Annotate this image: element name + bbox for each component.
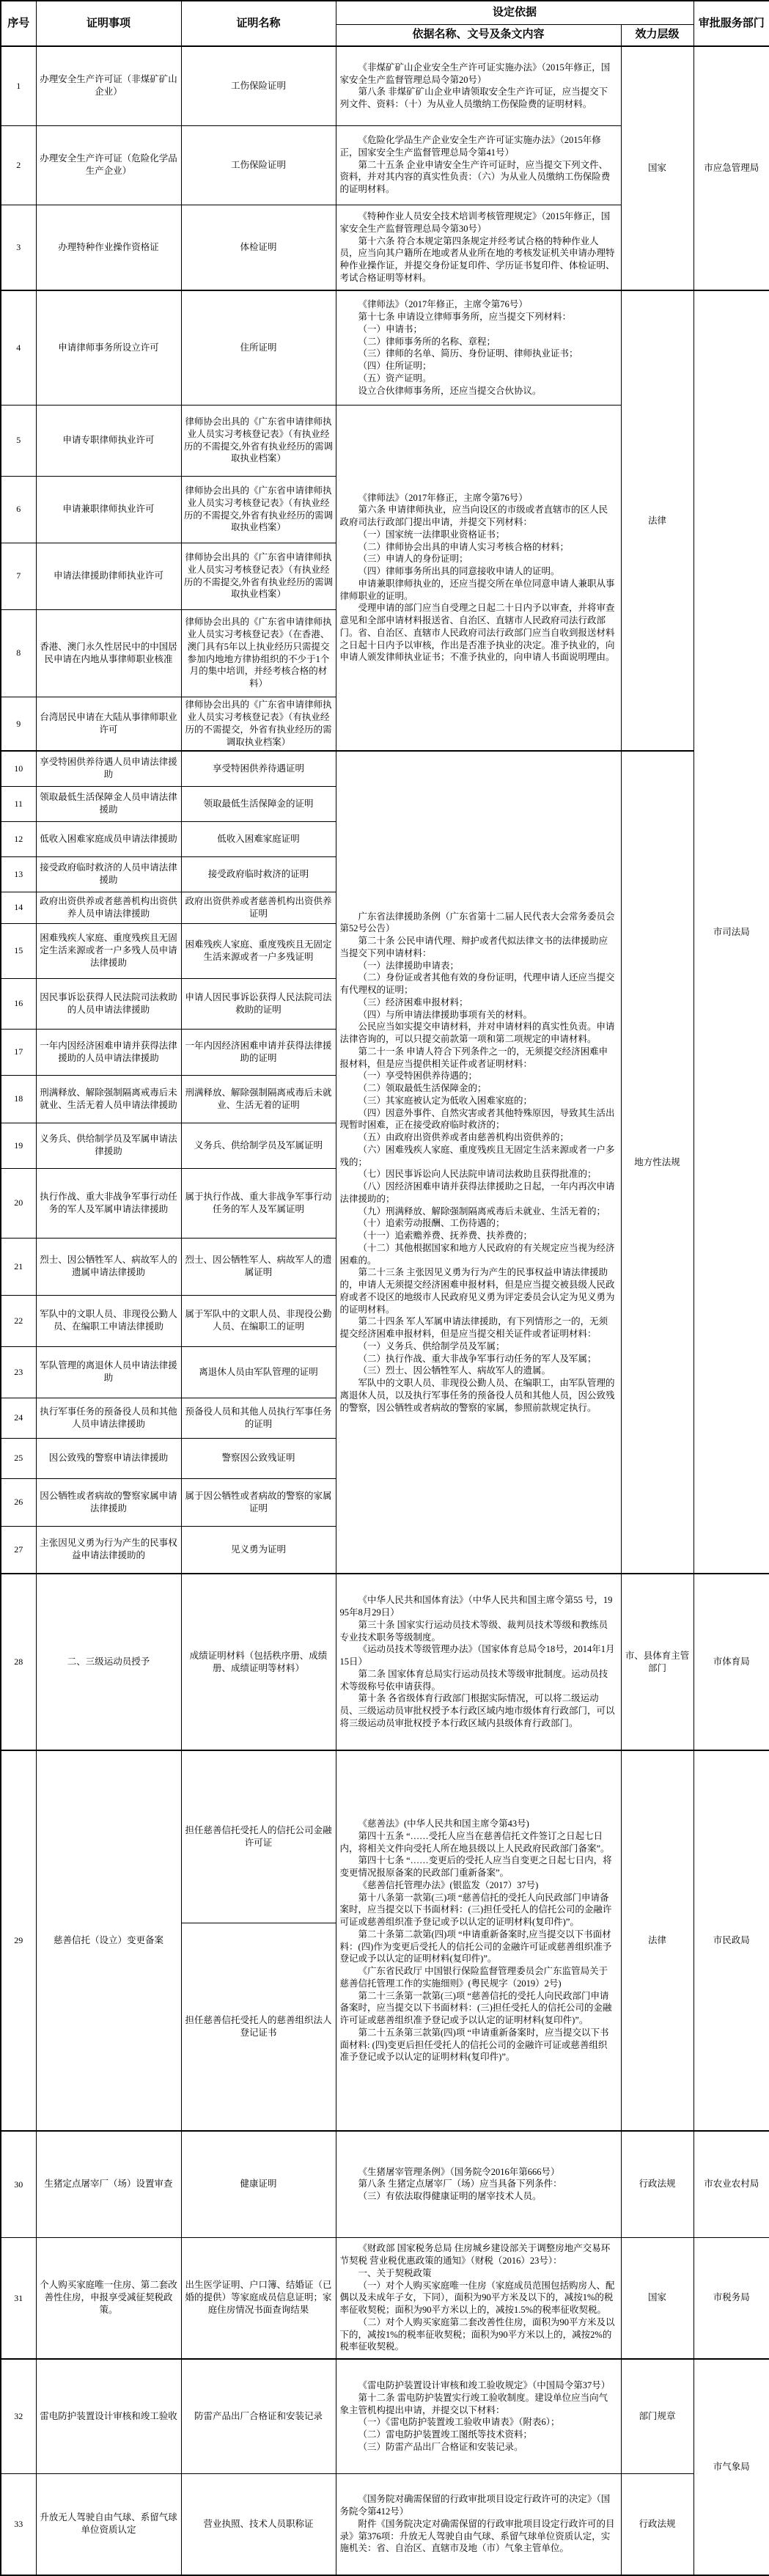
basis-paragraph: 第二十条第二款第(四)项 “申请重新备案时,应当提交以下书面材料：(四)作为变更后受托人的信托公司的金融许可证或慈善组织准予登记或予以认定的证明材料(复印件)”。 — [339, 1929, 612, 1964]
cell-certification-name: 困难残疾人家庭、重度残疾且无固定生活来源或者一户多残证明 — [181, 923, 336, 978]
cell-serial-number: 13 — [1, 856, 36, 892]
basis-paragraph: 《运动员技术等级管理办法》（国家体育总局令18号，2014年1月15日） — [339, 1644, 615, 1667]
basis-paragraph: 广东省法律援助条例（广东省第十二届人民代表大会常务委员会第52号公告） — [339, 911, 615, 934]
cell-certification-name: 成绩证明材料（包括秩序册、成绩册、成绩证明等材料） — [181, 1574, 336, 1750]
cell-certification-name: 低收入困难家庭证明 — [181, 821, 336, 856]
cell-serial-number: 31 — [1, 2237, 36, 2359]
cell-certification-item: 香港、澳门永久性居民中的中国居民申请在内地从事律师职业核准 — [36, 609, 181, 697]
table-row — [1, 46, 769, 125]
basis-paragraph: 第十八条第一款第(三)项 “慈善信托的受托人向民政部门申请备案时，应当提交以下书面材料：(三)担任受托人的信托公司的金融许可证或慈善组织准予登记或予以认定的证明材料(复印件)”。 — [339, 1892, 612, 1927]
cell-certification-name: 律师协会出具的《广东省申请律师执业人员实习考核登记表》（有执业经历的不需提交，外省有执业经历的需调取执业档案） — [181, 697, 336, 751]
cell-serial-number: 1 — [1, 46, 36, 125]
basis-paragraph: 第八条 生猪定点屠宰厂（场）应当具备下列条件： — [358, 2179, 562, 2190]
cell-effect-level: 法律 — [621, 1750, 693, 2131]
cell-certification-name: 义务兵、供给制学员及军属证明 — [181, 1123, 336, 1168]
cell-certification-name: 工伤保险证明 — [181, 46, 336, 125]
basis-paragraph: 第二十条 公民申请代理、辩护或者代拟法律文书的法律援助应当提交下列申请材料： — [339, 936, 608, 958]
cell-certification-item: 生猪定点屠宰厂（场）设置审查 — [36, 2131, 181, 2237]
basis-paragraph: 《财政部 国家税务总局 住房城乡建设部关于调整房地产交易环节契税 营业税优惠政策的通知》（财税（2016）23号）： — [339, 2243, 611, 2267]
cell-legal-basis — [336, 405, 621, 751]
header-basis-detail: 依据名称、文号及条文内容 — [336, 24, 621, 46]
cell-serial-number: 14 — [1, 892, 36, 923]
table-row — [1, 2473, 769, 2575]
basis-paragraph: 第二十四条 军人军属申请法律援助，有下列情形之一的，无须提交经济困难申报材料，但是应当提交相关证件或者证明材料： — [339, 1316, 608, 1340]
basis-paragraph: 《雷电防护装置设计审核和竣工验收规定》（中国局令第37号） — [358, 2380, 611, 2390]
cell-effect-level: 地方性法规 — [621, 751, 693, 1574]
cell-certification-item: 二、三级运动员授予 — [36, 1574, 181, 1750]
cell-certification-item: 申请兼职律师执业许可 — [36, 476, 181, 543]
basis-paragraph: 第二十五条 企业申请安全生产许可证时，应当提交下列文件、资料，并对其内容的真实性负责：（六）为从业人员缴纳工伤保险费的证明材料。 — [339, 159, 611, 195]
header-certification-item: 证明事项 — [36, 1, 181, 46]
cell-certification-name: 健康证明 — [181, 2131, 336, 2237]
cell-legal-basis — [336, 2359, 621, 2473]
cell-serial-number: 18 — [1, 1075, 36, 1123]
cell-approval-department: 市司法局 — [693, 290, 769, 1574]
table-row — [1, 2237, 769, 2359]
cell-legal-basis — [336, 290, 621, 405]
cell-serial-number: 4 — [1, 290, 36, 405]
cell-certification-name: 防雷产品出厂合格证和安装记录 — [181, 2359, 336, 2473]
table-row — [1, 751, 769, 786]
cell-certification-item: 刑满释放、解除强制隔离戒毒后未就业、生活无着人员申请法律援助 — [36, 1075, 181, 1123]
basis-paragraph: 第十七条 申请设立律师事务所，应当提交下列材料： — [358, 312, 572, 322]
cell-certification-item: 个人购买家庭唯一住房、第二套改善性住房，申报享受减征契税政策。 — [36, 2237, 181, 2359]
basis-paragraph: （二）律师协会出具的申请人实习考核合格的材料； — [358, 541, 570, 552]
basis-paragraph: （二）身份证或者其他有效的身份证明，代理申请人还应当提交有代理权的证明； — [339, 972, 615, 996]
basis-paragraph: （五）资产证明。 — [358, 373, 432, 384]
cell-serial-number: 5 — [1, 405, 36, 476]
cell-certification-item: 升放无人驾驶自由气球、系留气球单位资质认定 — [36, 2473, 181, 2575]
cell-legal-basis — [336, 205, 621, 290]
basis-paragraph: 第十六条 符合本规定第四条规定并经考试合格的特种作业人员，应当向其户籍所在地或者从业所在地的考核发证机关申请办理特种作业操作证，并提交身份证复印件、学历证书复印件、体检证明、考试合格证明等材料。 — [339, 235, 615, 283]
basis-paragraph: 军队中的文职人员、非现役公勤人员、在编职工，由军队管理的离退休人员，以及执行军事任务的预备役人员和其他人员，因公致残的警察，因公牺牲或者病故的警察的家属，参照前款规定执行。 — [339, 1378, 615, 1413]
cell-certification-name: 领取最低生活保障金的证明 — [181, 786, 336, 821]
cell-approval-department: 市税务局 — [693, 2237, 769, 2359]
cell-legal-basis — [336, 1750, 621, 2131]
header-certification-name: 证明名称 — [181, 1, 336, 46]
cell-certification-name: 担任慈善信托受托人的慈善组织法人登记证书 — [181, 1923, 336, 2131]
header-basis-group: 设定依据 — [336, 1, 693, 24]
cell-serial-number: 23 — [1, 1346, 36, 1398]
table-body — [1, 46, 769, 2575]
basis-paragraph: （一）申请书； — [358, 323, 423, 334]
cell-certification-item: 申请律师事务所设立许可 — [36, 290, 181, 405]
cell-certification-item: 军队管理的离退休人员申请法律援助 — [36, 1346, 181, 1398]
basis-paragraph: （六）困难残疾人家庭、重度残疾且无固定生活来源或者一户多残的； — [339, 1144, 615, 1167]
cell-effect-level: 部门规章 — [621, 2359, 693, 2473]
cell-legal-basis — [336, 2237, 621, 2359]
cell-certification-name: 体检证明 — [181, 205, 336, 290]
basis-paragraph: 第二十三条第一款第(三)项 “慈善信托的受托人向民政部门申请备案时，应当提交以下书面材料：(三)担任受托人的信托公司的金融许可证或慈善组织准予登记或予以认定的证明材料(复印件)”。 — [339, 1990, 612, 2025]
table-row — [1, 2359, 769, 2473]
cell-effect-level: 法律 — [621, 290, 693, 751]
cell-serial-number: 25 — [1, 1438, 36, 1478]
cell-certification-name: 烈士、因公牺牲军人、病故军人的遗属证明 — [181, 1238, 336, 1295]
cell-certification-name: 一年内因经济困难申请并获得法律援助的证明 — [181, 1029, 336, 1075]
basis-paragraph: （一）法律援助申请表； — [358, 960, 460, 971]
basis-paragraph: 《慈善信托管理办法》(银监发（2017）37号) — [358, 1879, 539, 1890]
cell-certification-name: 属于军队中的文职人员、非现役公勤人员、在编职工的证明 — [181, 1295, 336, 1346]
cell-approval-department: 市应急管理局 — [693, 46, 769, 290]
basis-paragraph: （三）申请人的身份证明； — [358, 554, 468, 565]
basis-paragraph: （十二）其他根据国家和地方人民政府的有关规定应当视为经济困难的。 — [339, 1242, 615, 1266]
basis-paragraph: （一）对个人购买家庭唯一住房（家庭成员范围包括购房人、配偶以及未成年子女，下同），面积为90平方米及以下的，减按1%的税率征收契税；面积为90平方米以上的，减按1.5%的税率征收契税。 — [339, 2280, 615, 2316]
cell-certification-name: 接受政府临时救济的证明 — [181, 856, 336, 892]
cell-certification-item: 一年内因经济困难申请并获得法律援助的人员申请法律援助 — [36, 1029, 181, 1075]
basis-paragraph: （四）律师事务所出具的同意接收申请人的证明。 — [358, 566, 560, 576]
basis-paragraph: （一）《雷电防护装置竣工验收申请表》（附表6）； — [358, 2417, 560, 2428]
cell-certification-name: 担任慈善信托受托人的信托公司金融许可证 — [181, 1750, 336, 1923]
basis-paragraph: 一、关于契税政策 — [358, 2267, 432, 2278]
basis-paragraph: （三）律师的名单、简历、身份证明、律师执业证书； — [358, 348, 578, 359]
cell-certification-name: 政府出资供养或者慈善机构出资供养证明 — [181, 892, 336, 923]
cell-certification-item: 困难残疾人家庭、重度残疾且无固定生活来源或者一户多残人员申请法律援助 — [36, 923, 181, 978]
basis-paragraph: （二）律师事务所的名称、章程； — [358, 336, 496, 347]
cell-legal-basis — [336, 751, 621, 1574]
cell-serial-number: 3 — [1, 205, 36, 290]
basis-paragraph: （二）执行作战、重大非战争军事行动任务的军人及军属； — [358, 1353, 597, 1364]
header-effect-level: 效力层级 — [621, 24, 693, 46]
cell-certification-name: 律师协会出具的《广东省申请律师执业人员实习考核登记表》（有执业经历的不需提交,外省有执业经历的需调取执业档案） — [181, 476, 336, 543]
basis-paragraph: 设立合伙律师事务所，还应当提交合伙协议。 — [358, 385, 542, 396]
basis-paragraph: 公民应当如实提交申请材料，并对申请材料的真实性负责。申请法律咨询的，可以只提交前款第一项和第二项规定的申请材料。 — [339, 1021, 615, 1045]
cell-approval-department: 市农业农村局 — [693, 2131, 769, 2237]
cell-serial-number: 20 — [1, 1168, 36, 1238]
cell-serial-number: 9 — [1, 697, 36, 751]
cell-certification-name: 工伤保险证明 — [181, 125, 336, 205]
cell-certification-item: 台湾居民申请在大陆从事律师职业许可 — [36, 697, 181, 751]
header-approval-department: 审批服务部门 — [693, 1, 769, 46]
basis-paragraph: （三）有依法取得健康证明的屠宰技术人员。 — [358, 2191, 542, 2202]
cell-serial-number: 26 — [1, 1478, 36, 1526]
cell-certification-name: 享受特困供养待遇证明 — [181, 751, 336, 786]
cell-effect-level: 国家 — [621, 2237, 693, 2359]
cell-serial-number: 15 — [1, 923, 36, 978]
cell-certification-name: 律师协会出具的《广东省申请律师执业人员实习考核登记表》（有执业经历的不需提交,外省有执业经历的需调取执业档案） — [181, 543, 336, 609]
cell-certification-item: 执行作战、重大非战争军事行动任务的军人及军属申请法律援助 — [36, 1168, 181, 1238]
basis-paragraph: 《律师法》（2017年修正，主席令第76号） — [358, 299, 528, 310]
cell-serial-number: 33 — [1, 2473, 36, 2575]
cell-serial-number: 30 — [1, 2131, 36, 2237]
cell-approval-department: 市民政局 — [693, 1750, 769, 2131]
basis-paragraph: （二）领取最低生活保障金的； — [358, 1083, 487, 1094]
cell-serial-number: 27 — [1, 1526, 36, 1574]
basis-paragraph: （七）因民事诉讼向人民法院申请司法救助且获得批准的； — [358, 1169, 597, 1180]
basis-paragraph: 第八条 非煤矿矿山企业申请领取安全生产许可证，应当提交下列文件、资料：（十）为从业人员缴纳工伤保险费的证明材料。 — [339, 87, 608, 109]
cell-serial-number: 24 — [1, 1398, 36, 1438]
basis-paragraph: 第十二条 雷电防护装置实行竣工验收制度。建设单位应当向气象主管机构提出申请，并提交以下材料： — [339, 2392, 608, 2415]
basis-paragraph: 《生猪屠宰管理条例》（国务院令2016年第666号） — [358, 2166, 560, 2177]
cell-legal-basis — [336, 2473, 621, 2575]
cell-certification-item: 接受政府临时救济的人员申请法律援助 — [36, 856, 181, 892]
basis-paragraph: 《中华人民共和国体育法》（中华人民共和国主席令第55 号，1995年8月29日） — [339, 1595, 613, 1618]
cell-legal-basis — [336, 46, 621, 125]
cell-certification-name: 预备役人员和其他人员执行军事任务的证明 — [181, 1398, 336, 1438]
cell-approval-department: 市体育局 — [693, 1574, 769, 1750]
basis-paragraph: 第十条 各省级体育行政部门根据实际情况，可以将二级运动员、三级运动员审批权授予本行政区域内地市级体育行政部门，可以将三级运动员审批权授予本行政区域内县级体育行政部门。 — [339, 1693, 615, 1728]
cell-certification-item: 主张因见义勇为行为产生的民事权益申请法律援助的 — [36, 1526, 181, 1574]
basis-paragraph: （二）对个人购买家庭第二套改善性住房，面积为90平方米及以下的，减按1%的税率征收契税；面积为90平方米以上的，减按2%的税率征收契税。 — [339, 2316, 615, 2352]
basis-paragraph: 第二十五条第三款第(四)项 “申请重新备案时，应当提交以下书面材料: (四)变更后担任受托人的信托公司的金融许可证或慈善组织准予登记或予以认定的证明材料(复印件)”。 — [339, 2027, 609, 2063]
basis-paragraph: （二）雷电防护装置竣工图纸等技术资料； — [358, 2429, 533, 2440]
basis-paragraph: 《特种作业人员安全技术培训考核管理规定》（2015年修正，国家安全生产监督管理总局令第30号） — [339, 211, 611, 234]
header-row-1 — [1, 1, 769, 24]
cell-certification-item: 办理特种作业操作资格证 — [36, 205, 181, 290]
cell-certification-item: 慈善信托（设立）变更备案 — [36, 1750, 181, 2131]
basis-paragraph: （三）经济困难申报材料； — [358, 997, 468, 1008]
cell-certification-item: 义务兵、供给制学员及军属申请法律援助 — [36, 1123, 181, 1168]
basis-paragraph: （八）因经济困难申请并获得法律援助之日起，一年内再次申请法律援助的； — [339, 1181, 615, 1204]
basis-paragraph: （十一）追索赡养费、抚养费、扶养费的； — [358, 1230, 533, 1241]
basis-paragraph: 第六条 申请律师执业，应当向设区的市级或者直辖市的区人民政府司法行政部门提出申请，并提交下列材料： — [339, 504, 608, 527]
cell-effect-level: 行政法规 — [621, 2473, 693, 2575]
cell-serial-number: 28 — [1, 1574, 36, 1750]
cell-certification-item: 领取最低生活保障金人员申请法律援助 — [36, 786, 181, 821]
cell-certification-item: 雷电防护装置设计审核和竣工验收 — [36, 2359, 181, 2473]
basis-paragraph: 第二十三条 主张因见义勇为行为产生的民事权益申请法律援助的，申请人无须提交经济困难申报材料，但是应当提交被县级人民政府或者不设区的地级市人民政府见义勇为评定委员会认定为见义勇为的证明材料。 — [339, 1267, 615, 1315]
basis-paragraph: 《国务院对确需保留的行政审批项目设定行政许可的决定》（国务院令第412号） — [339, 2494, 611, 2517]
cell-certification-item: 因公致残的警察申请法律援助 — [36, 1438, 181, 1478]
basis-paragraph: 第二条 国家体育总局实行运动员技术等级审批制度。运动员技术等级称号依申请获得。 — [339, 1668, 608, 1692]
cell-certification-item: 申请专职律师执业许可 — [36, 405, 181, 476]
cell-certification-name: 出生医学证明、户口簿、结婚证（已婚的提供）等家庭成员信息证明；家庭住房情况书面查询结果 — [181, 2237, 336, 2359]
cell-certification-name: 属于因公牺牲或者病故的警察的家属证明 — [181, 1478, 336, 1526]
table-row — [1, 1574, 769, 1750]
cell-certification-item: 因公牺牲或者病故的警察家属申请法律援助 — [36, 1478, 181, 1526]
cell-certification-item: 烈士、因公牺牲军人、病故军人的遗属申请法律援助 — [36, 1238, 181, 1295]
table-header — [1, 1, 769, 46]
basis-paragraph: 第四十七条 “……变更后的受托人应当自变更之日起七日内，将变更情况报原备案的民政部门重新备案”。 — [339, 1855, 612, 1878]
cell-serial-number: 6 — [1, 476, 36, 543]
cell-certification-item: 享受特困供养待遇人员申请法律援助 — [36, 751, 181, 786]
cell-certification-name: 律师协会出具的《广东省申请律师执业人员实习考核登记表》（有执业经历的不需提交,外省有执业经历的需调取执业档案） — [181, 405, 336, 476]
cell-serial-number: 8 — [1, 609, 36, 697]
basis-paragraph: （九）刑满释放、解除强制隔离戒毒后未就业、生活无着的； — [358, 1206, 606, 1217]
basis-paragraph: 申请兼职律师执业的，还应当提交所在单位同意申请人兼职从事律师职业的证明。 — [339, 578, 615, 601]
cell-serial-number: 12 — [1, 821, 36, 856]
basis-paragraph: （四）因意外事件、自然灾害或者其他特殊原因，导致其生活出现暂时困难，正在接受政府临时救济的； — [339, 1107, 615, 1131]
basis-paragraph: （四）与所申请法律援助事项有关的材料。 — [358, 1009, 533, 1020]
cell-serial-number: 11 — [1, 786, 36, 821]
basis-paragraph: （三）防雷产品出厂合格证和安装记录。 — [358, 2441, 523, 2452]
cell-certification-name: 申请人因民事诉讼获得人民法院司法救助的证明 — [181, 978, 336, 1029]
cell-certification-item: 军队中的文职人员、非现役公勤人员、在编职工申请法律援助 — [36, 1295, 181, 1346]
table-row — [1, 1750, 769, 1923]
cell-serial-number: 10 — [1, 751, 36, 786]
cell-serial-number: 17 — [1, 1029, 36, 1075]
cell-effect-level: 市、县体育主管部门 — [621, 1574, 693, 1750]
cell-legal-basis — [336, 1574, 621, 1750]
basis-paragraph: （五）由政府出资供养或者由慈善机构出资供养的； — [358, 1132, 570, 1143]
basis-paragraph: 《广东省民政厅 中国银行保险监督管理委员会广东监管局关于慈善信托管理工作的实施细则》(粤民规字（2019）2号) — [339, 1966, 608, 1989]
cell-effect-level: 行政法规 — [621, 2131, 693, 2237]
cell-serial-number: 16 — [1, 978, 36, 1029]
basis-paragraph: （一）国家统一法律职业资格证书； — [358, 529, 505, 540]
cell-certification-name: 营业执照、技术人员职称证 — [181, 2473, 336, 2575]
basis-paragraph: 《律师法》（2017年修正，主席令第76号） — [358, 492, 528, 503]
basis-paragraph: 第三十条 国家实行运动员技术等级、裁判员技术等级和教练员专业技术职务等级制度。 — [339, 1619, 608, 1643]
cell-certification-name: 住所证明 — [181, 290, 336, 405]
basis-paragraph: 第二十一条 申请人符合下列条件之一的，无须提交经济困难申报材料，但是应当提供相关证件或者证明材料： — [339, 1046, 608, 1069]
basis-paragraph: 附件《国务院决定对确需保留的行政审批项目设定行政许可的目录》第376项：升放无人驾驶自由气球、系留气球单位资质认定，实施机关：省、自治区、直辖市及地（市）气象主管单位。 — [339, 2518, 615, 2554]
cell-certification-item: 申请法律援助律师执业许可 — [36, 543, 181, 609]
cell-certification-name: 见义勇为证明 — [181, 1526, 336, 1574]
cell-certification-item: 办理安全生产许可证（危险化学品生产企业） — [36, 125, 181, 205]
basis-paragraph: 第四十五条 “……受托人应当在慈善信托文件签订之日起七日内，将相关文件向受托人所在地县级以上人民政府民政部门备案”。 — [339, 1830, 610, 1854]
cell-serial-number: 7 — [1, 543, 36, 609]
table-row — [1, 2131, 769, 2237]
cell-certification-item: 办理安全生产许可证（非煤矿矿山企业） — [36, 46, 181, 125]
cell-certification-item: 执行军事任务的预备役人员和其他人员申请法律援助 — [36, 1398, 181, 1438]
basis-paragraph: （一）享受特困供养待遇的； — [358, 1071, 478, 1082]
basis-paragraph: （三）其家庭被认定为低收入困难家庭的； — [358, 1095, 533, 1106]
cell-serial-number: 32 — [1, 2359, 36, 2473]
basis-paragraph: （十）追索劳动报酬、工伤待遇的； — [358, 1218, 505, 1229]
cell-certification-item: 低收入困难家庭成员申请法律援助 — [36, 821, 181, 856]
cell-serial-number: 2 — [1, 125, 36, 205]
basis-paragraph: （三）烈士、因公牺牲军人、病故军人的遗属。 — [358, 1365, 551, 1376]
cell-legal-basis — [336, 2131, 621, 2237]
cell-certification-item: 因民事诉讼获得人民法院司法救助的人员申请法律援助 — [36, 978, 181, 1029]
header-serial-number: 序号 — [1, 1, 36, 46]
cell-certification-name: 警察因公致残证明 — [181, 1438, 336, 1478]
cell-legal-basis — [336, 125, 621, 205]
cell-certification-name: 刑满释放、解除强制隔离戒毒后未就业、生活无着的证明 — [181, 1075, 336, 1123]
cell-certification-name: 律师协会出具的《广东省申请律师执业人员实习考核登记表》（在香港、澳门具有5年以上执业经历只需提交参加内地地方律协组织的不少于1个月的集中培训，并经考核合格的材料） — [181, 609, 336, 697]
cell-serial-number: 19 — [1, 1123, 36, 1168]
basis-paragraph: 《危险化学品生产企业安全生产许可证实施办法》（2015年修正，国家安全生产监督管理总局令第41号） — [339, 135, 601, 158]
basis-paragraph: 受理申请的部门应当自受理之日起二十日内予以审查，并将审查意见和全部申请材料报送省、自治区、直辖市人民政府司法行政部门。省、自治区、直辖市人民政府司法行政部门应当自收到报送材料之日起十日内予以审核，作出是否准予执业的决定。准予执业的，向申请人颁发律师执业证书；不准予执业的，向申请人书面说明理由。 — [339, 603, 615, 663]
basis-paragraph: 《慈善法》(中华人民共和国主席令第43号) — [358, 1819, 529, 1829]
cell-serial-number: 22 — [1, 1295, 36, 1346]
basis-paragraph: （四）住所证明； — [358, 361, 432, 371]
cell-certification-item: 政府出资供养或者慈善机构出资供养人员申请法律援助 — [36, 892, 181, 923]
basis-paragraph: 《非煤矿矿山企业安全生产许可证实施办法》（2015年修正，国家安全生产监督管理总局令第20号） — [339, 62, 611, 85]
cell-serial-number: 29 — [1, 1750, 36, 2131]
cell-certification-name: 离退休人员由军队管理的证明 — [181, 1346, 336, 1398]
cell-serial-number: 21 — [1, 1238, 36, 1295]
table-row — [1, 290, 769, 405]
basis-paragraph: （一）义务兵、供给制学员及军属； — [358, 1340, 505, 1351]
cell-approval-department: 市气象局 — [693, 2359, 769, 2575]
cell-certification-name: 属于执行作战、重大非战争军事行动任务的军人及军属证明 — [181, 1168, 336, 1238]
cell-effect-level: 国家 — [621, 46, 693, 290]
